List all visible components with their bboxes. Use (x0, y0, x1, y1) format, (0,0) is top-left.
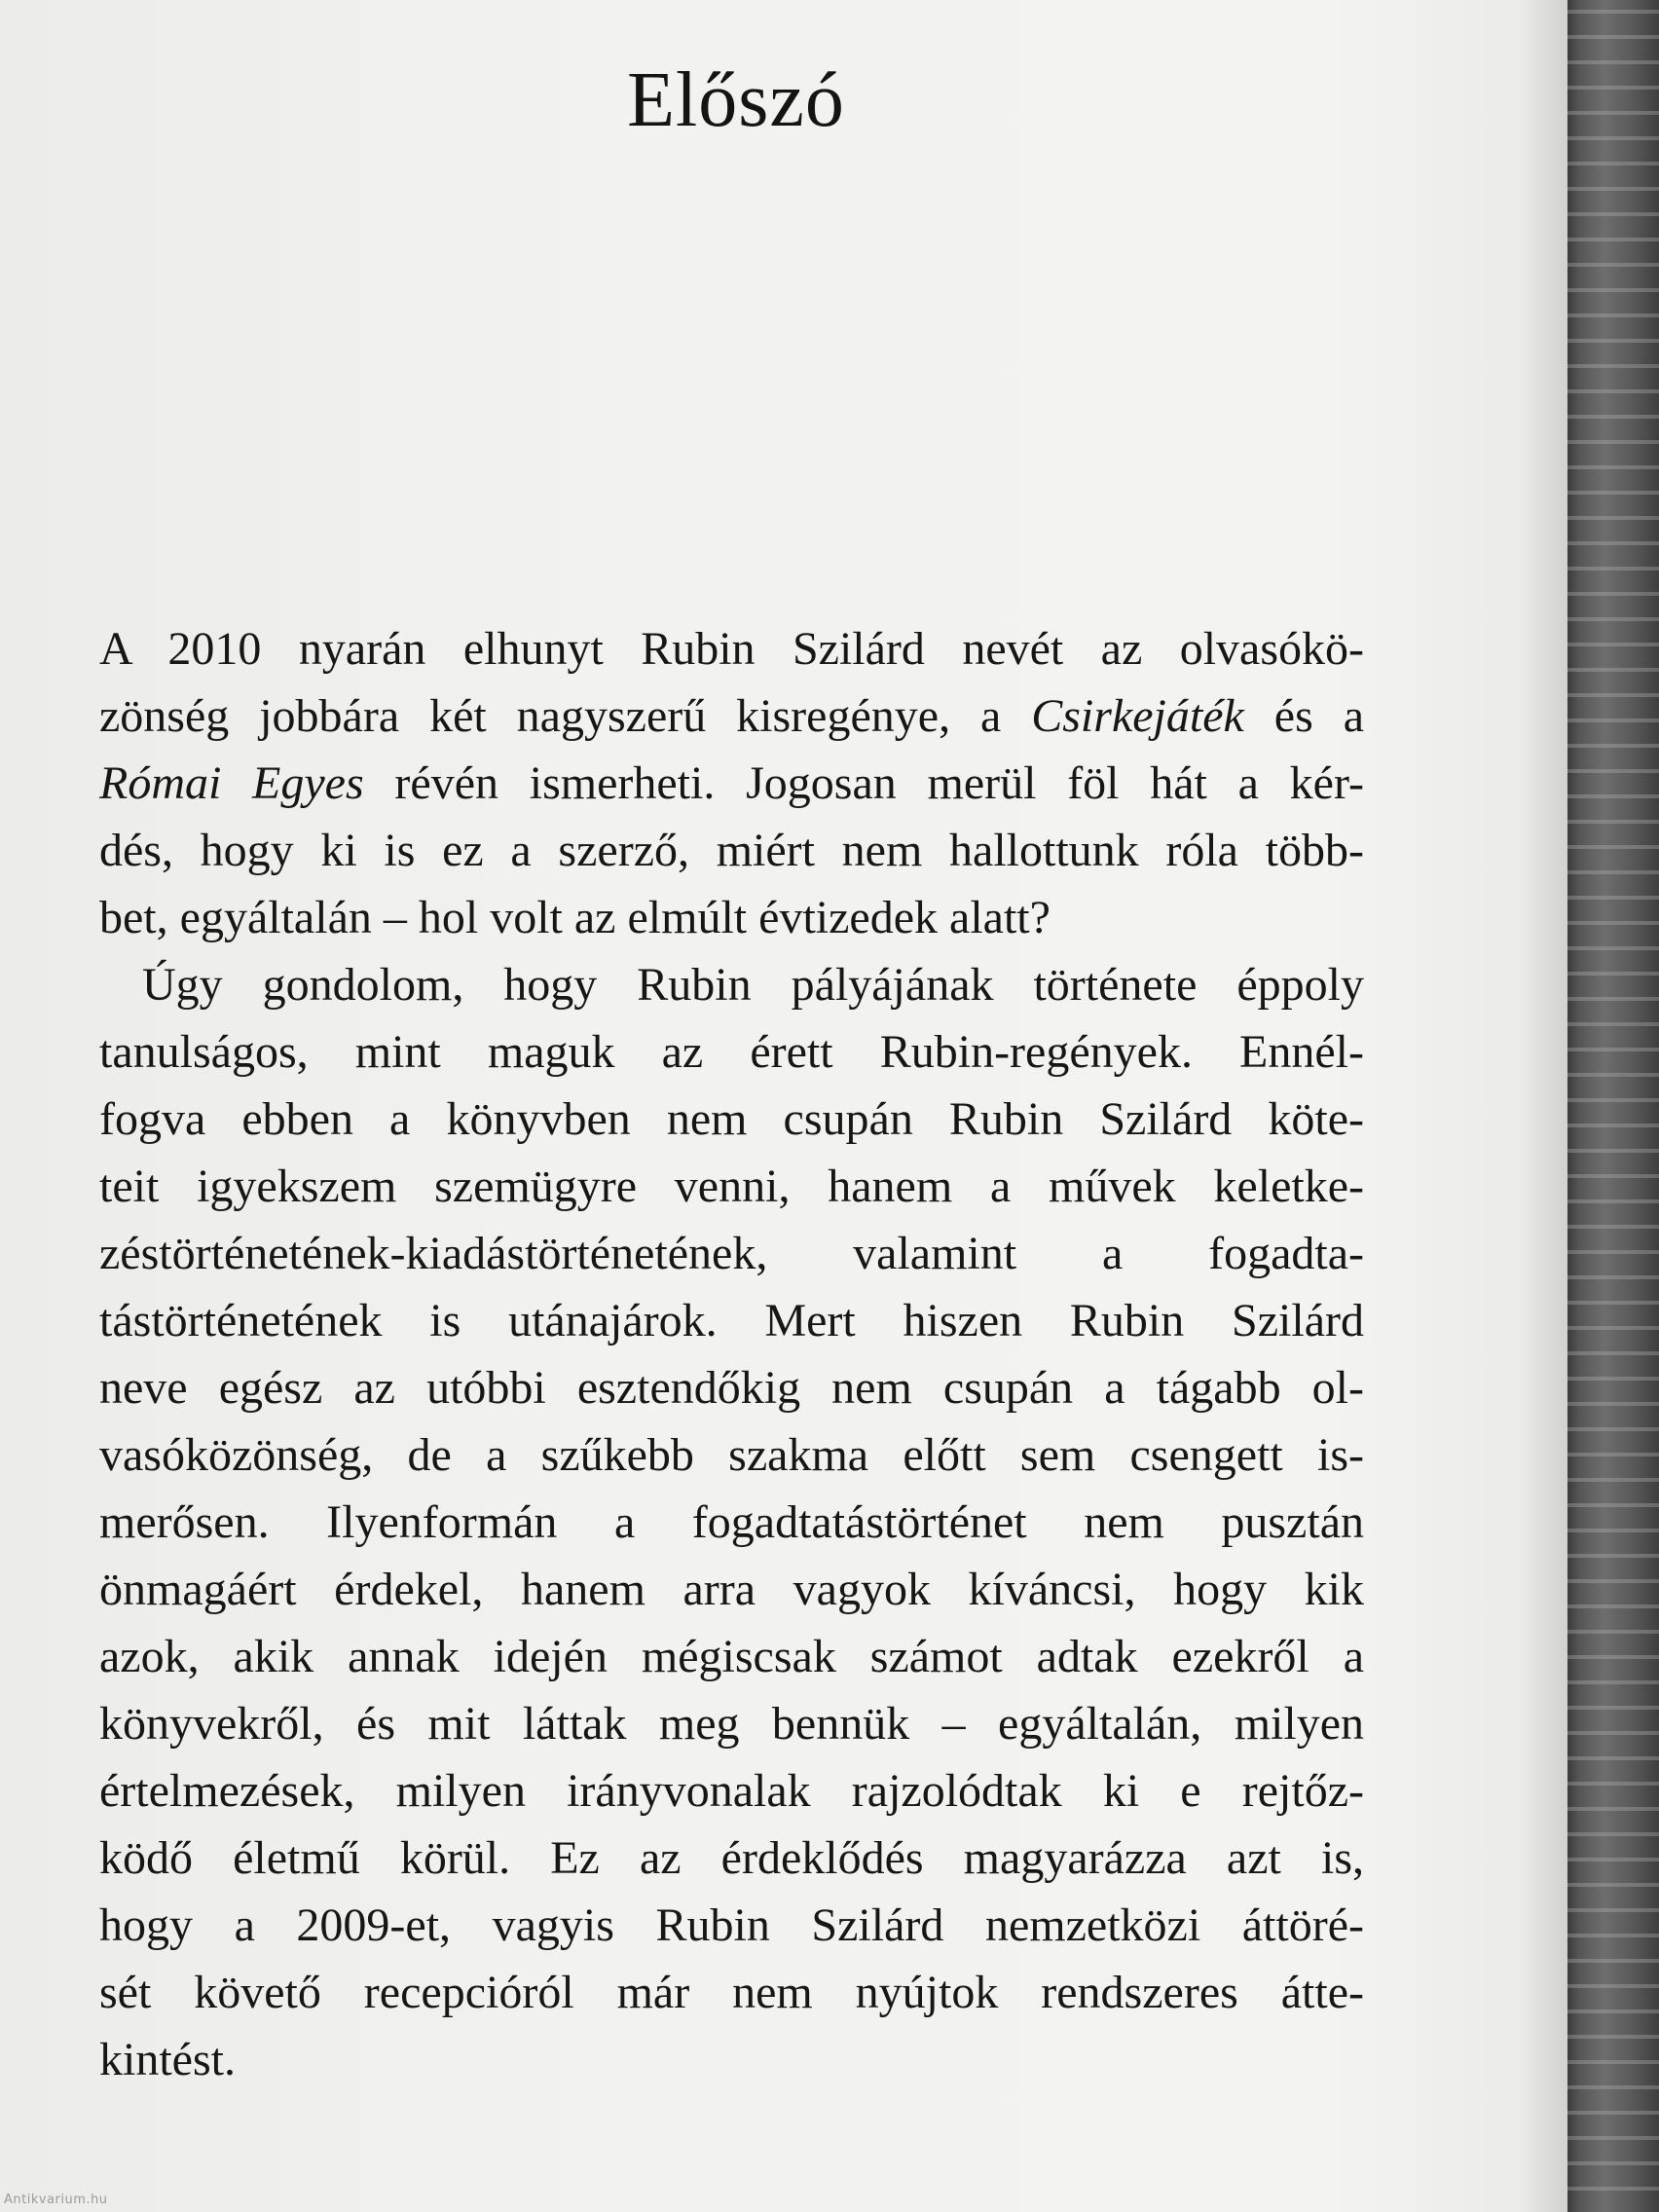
text-segment: sét követő recepcióról már nem nyújtok rendszeres átte- (99, 1967, 1364, 2018)
watermark: Antikvarium.hu (4, 2193, 108, 2207)
text-segment: révén ismerheti. Jogosan merül föl hát a kér- (363, 757, 1364, 809)
text-line (99, 1623, 1364, 1690)
text-line (99, 1354, 1364, 1421)
text-line (99, 1153, 1364, 1220)
text-line (99, 1556, 1364, 1623)
text-line (99, 1287, 1364, 1354)
text-segment: tanulságos, mint maguk az érett Rubin-regények. Ennél- (99, 1026, 1364, 1078)
text-segment: neve egész az utóbbi esztendőkig nem csupán a tágabb ol- (99, 1362, 1364, 1414)
text-line (99, 682, 1364, 750)
text-segment: fogva ebben a könyvben nem csupán Rubin Szilárd köte- (99, 1093, 1364, 1145)
text-segment: ködő életmű körül. Ez az érdeklődés magyarázza azt is, (99, 1832, 1364, 1884)
text-segment: teit igyekszem szemügyre venni, hanem a művek keletke- (99, 1161, 1364, 1212)
page-title: Előszó (627, 57, 845, 143)
text-segment: dés, hogy ki is ez a szerző, miért nem hallottunk róla több- (99, 825, 1364, 876)
text-segment: értelmezések, milyen irányvonalak rajzolódtak ki e rejtőz- (99, 1765, 1364, 1817)
text-line (99, 1018, 1364, 1086)
text-line (99, 1690, 1364, 1757)
text-line (99, 1959, 1364, 2026)
text-line (99, 951, 1364, 1018)
italic-book-title: Római Egyes (99, 757, 364, 809)
text-line (99, 1489, 1364, 1556)
text-segment: Úgy gondolom, hogy Rubin pályájának története éppoly (142, 959, 1364, 1011)
text-line (99, 615, 1364, 682)
italic-book-title: Csirkejáték (1031, 690, 1244, 742)
text-segment: azok, akik annak idején mégiscsak számot adtak ezekről a (99, 1631, 1364, 1682)
text-segment: vasóközönség, de a szűkebb szakma előtt sem csengett is- (99, 1429, 1364, 1481)
text-line (99, 884, 1364, 951)
text-segment: zéstörténetének-kiadástörténetének, valamint a fogadta- (99, 1228, 1364, 1279)
text-segment: tástörténetének is utánajárok. Mert hiszen Rubin Szilárd (99, 1295, 1364, 1346)
text-segment: hogy a 2009-et, vagyis Rubin Szilárd nemzetközi áttöré- (99, 1899, 1364, 1951)
text-segment: és a (1243, 690, 1364, 742)
text-line (99, 1757, 1364, 1825)
text-segment: A 2010 nyarán elhunyt Rubin Szilárd nevét az olvasókö- (99, 623, 1364, 675)
text-segment: bet, egyáltalán – hol volt az elmúlt évtizedek alatt? (99, 892, 1051, 943)
text-segment: zönség jobbára két nagyszerű kisregénye, a (99, 690, 1032, 742)
text-line (99, 817, 1364, 884)
gutter-shadow (1519, 0, 1567, 2212)
text-line (99, 1086, 1364, 1153)
text-segment: merősen. Ilyenformán a fogadtatástörténet nem pusztán (99, 1496, 1364, 1548)
text-segment: kintést. (99, 2034, 236, 2085)
text-line (99, 750, 1364, 817)
text-line (99, 1825, 1364, 1892)
book-binding-edge (1567, 0, 1659, 2212)
text-line (99, 1421, 1364, 1489)
body-text (99, 615, 1364, 2093)
text-line (99, 1892, 1364, 1959)
text-line (99, 2026, 1364, 2093)
text-segment: könyvekről, és mit láttak meg bennük – egyáltalán, milyen (99, 1698, 1364, 1750)
text-line (99, 1220, 1364, 1287)
text-segment: önmagáért érdekel, hanem arra vagyok kíváncsi, hogy kik (99, 1564, 1364, 1615)
